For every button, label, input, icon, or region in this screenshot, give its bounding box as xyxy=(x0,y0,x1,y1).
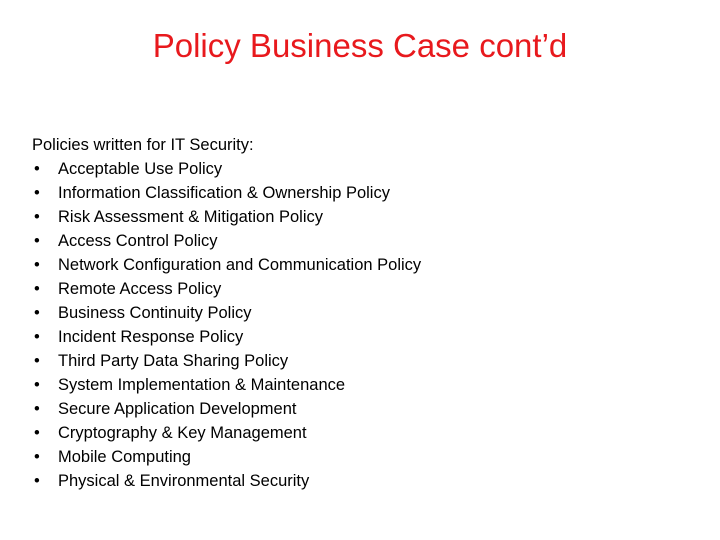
list-item-text: Access Control Policy xyxy=(58,232,218,250)
list-item xyxy=(32,397,692,421)
list-item-text: Third Party Data Sharing Policy xyxy=(58,352,289,370)
bullet-icon: • xyxy=(34,448,40,466)
list-item xyxy=(32,157,692,181)
list-item-text: Physical & Environmental Security xyxy=(58,472,310,490)
list-item xyxy=(32,445,692,469)
intro-text: Policies written for IT Security: xyxy=(32,136,254,154)
list-item-text: Information Classification & Ownership Policy xyxy=(58,184,390,202)
list-item xyxy=(32,181,692,205)
list-item xyxy=(32,205,692,229)
slide-body xyxy=(32,133,692,493)
bullet-icon: • xyxy=(34,280,40,298)
bullet-icon: • xyxy=(34,352,40,370)
list-item-text: Business Continuity Policy xyxy=(58,304,252,322)
list-item-text: Secure Application Development xyxy=(58,400,297,418)
slide-title: Policy Business Case cont’d xyxy=(152,27,568,64)
bullet-icon: • xyxy=(34,328,40,346)
list-item-text: Cryptography & Key Management xyxy=(58,424,307,442)
list-item-text: Incident Response Policy xyxy=(58,328,244,346)
bullet-icon: • xyxy=(34,232,40,250)
list-item xyxy=(32,325,692,349)
list-item-text: Remote Access Policy xyxy=(58,280,222,298)
policy-list xyxy=(32,157,692,493)
bullet-icon: • xyxy=(34,424,40,442)
list-item-text: Acceptable Use Policy xyxy=(58,160,223,178)
list-item xyxy=(32,469,692,493)
bullet-icon: • xyxy=(34,472,40,490)
bullet-icon: • xyxy=(34,400,40,418)
bullet-icon: • xyxy=(34,256,40,274)
list-item-text: Risk Assessment & Mitigation Policy xyxy=(58,208,324,226)
list-item xyxy=(32,229,692,253)
list-item xyxy=(32,253,692,277)
bullet-icon: • xyxy=(34,376,40,394)
list-item xyxy=(32,373,692,397)
bullet-icon: • xyxy=(34,184,40,202)
list-item-text: Network Configuration and Communication Policy xyxy=(58,256,422,274)
list-item xyxy=(32,421,692,445)
list-item-text: System Implementation & Maintenance xyxy=(58,376,346,394)
list-item xyxy=(32,277,692,301)
list-item xyxy=(32,301,692,325)
bullet-icon: • xyxy=(34,304,40,322)
list-item-text: Mobile Computing xyxy=(58,448,191,466)
bullet-icon: • xyxy=(34,208,40,226)
bullet-icon: • xyxy=(34,160,40,178)
list-item xyxy=(32,349,692,373)
